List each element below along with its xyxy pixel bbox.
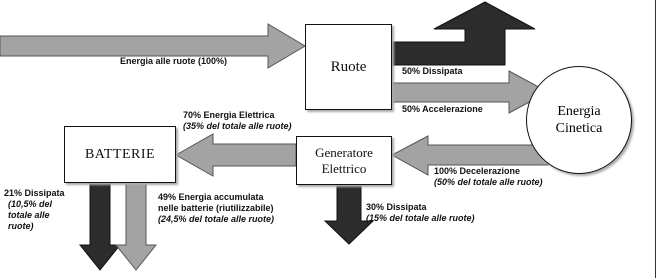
label-decelerazione-100: 100% Decelerazione (50% del totale alle ruote) [434, 166, 543, 187]
label-accelerazione-50: 50% Accelerazione [402, 104, 483, 114]
label-decelerazione-100-sub: (50% del totale alle ruote) [434, 177, 543, 187]
label-accumulata-49: 49% Energia accumulata nelle batterie (riutilizzabile) (24,5% del totale alle ruote) [158, 192, 275, 224]
node-generatore-line1: Generatore [315, 144, 373, 160]
node-energia-line1: Energia [557, 104, 601, 119]
node-batterie-label: BATTERIE [84, 146, 156, 162]
node-generatore-line2: Elettrico [321, 160, 367, 176]
label-elettrica-70-sub: (35% del totale alle ruote) [183, 121, 292, 131]
label-dissipata-30: 30% Dissipata (15% del totale alle ruote) [366, 202, 475, 223]
node-ruote-label: Ruote [330, 58, 367, 75]
label-dissipata-50: 50% Dissipata [402, 66, 463, 76]
label-dissipata-30-sub: (15% del totale alle ruote) [366, 213, 475, 223]
label-dissipata-21: 21% Dissipata (10,5% del totale alle ruote) [4, 188, 65, 231]
node-energia-line2: Cinetica [555, 121, 603, 136]
label-energia-ruote: Energia alle ruote (100%) [120, 56, 228, 66]
label-elettrica-70: 70% Energia Elettrica (35% del totale alle ruote) [183, 110, 292, 131]
label-accumulata-49-sub: (24,5% del totale alle ruote) [158, 214, 275, 224]
